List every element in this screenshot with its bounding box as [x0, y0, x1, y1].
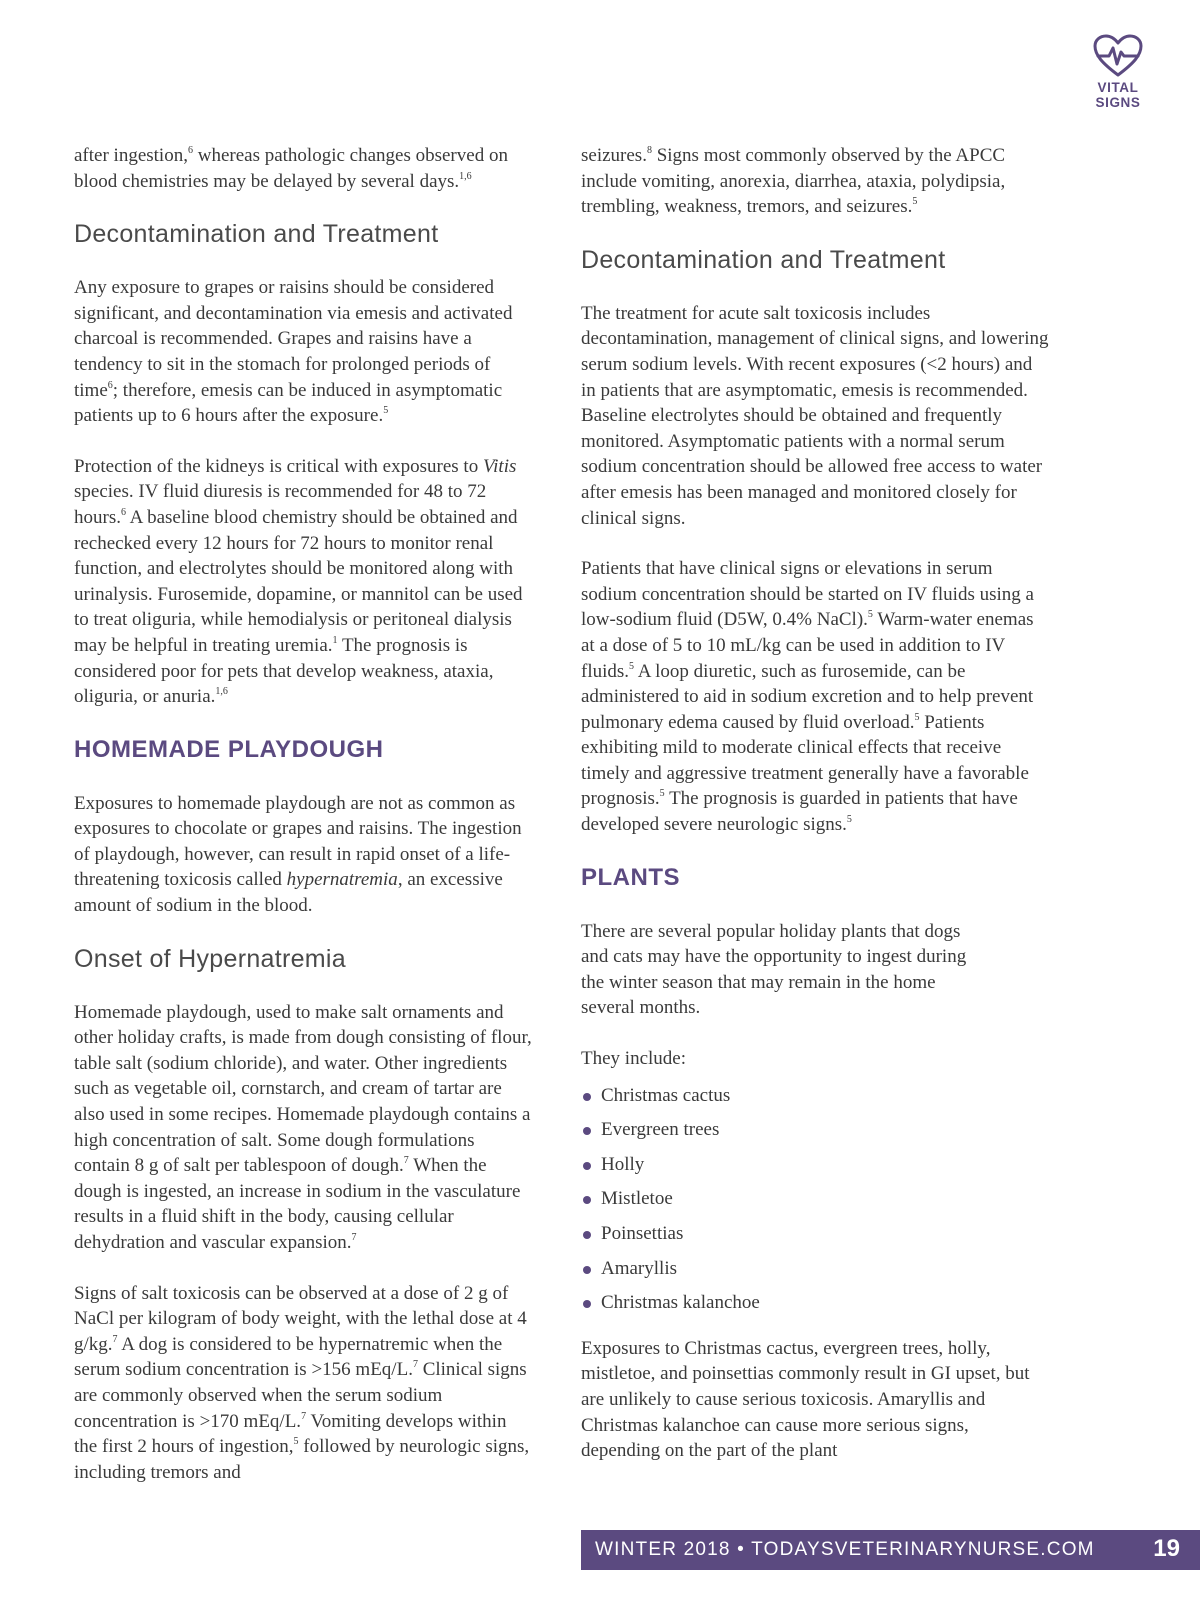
- subheading-decontamination: Decontamination and Treatment: [74, 220, 439, 249]
- paragraph: The treatment for acute salt toxicosis includes decontamination, management of clinical signs, and lowering serum sodium levels. With recent exposures (<2 hours) and in patients that are asymptomatic, emesis is recommended. Baseline electrolytes should be obtained and frequently monitored. Asymptomatic patients with a normal serum sodium concentration should be allowed free access to water after emesis has been managed and monitored closely for clinical signs.: [581, 302, 1049, 529]
- right-column: [581, 143, 1051, 1489]
- list-item: Mistletoe: [581, 1186, 1051, 1212]
- vital-signs-logo: [1086, 34, 1150, 110]
- bullet-icon: [583, 1266, 591, 1274]
- section-heading-plants: PLANTS: [581, 863, 680, 891]
- list-item: Holly: [581, 1152, 1051, 1178]
- list-item: Poinsettias: [581, 1221, 1051, 1247]
- left-column: [74, 143, 534, 1510]
- section-heading-playdough: HOMEMADE PLAYDOUGH: [74, 735, 384, 763]
- bullet-icon: [583, 1231, 591, 1239]
- subheading-decontamination: Decontamination and Treatment: [581, 245, 946, 274]
- paragraph: They include:: [581, 1048, 686, 1070]
- heart-pulse-icon: [1092, 34, 1144, 78]
- plant-list: [581, 1083, 1051, 1316]
- logo-text: VITAL SIGNS: [1095, 80, 1141, 110]
- bullet-icon: [583, 1300, 591, 1308]
- paragraph: Signs of salt toxicosis can be observed at a dose of 2 g of NaCl per kilogram of body weight, with the lethal dose at 4 g/kg.$^7$ A dog is considered to be hypernatremic when the serum sodium concentration is >156 mEq/L.$^7$ Clinical signs are commonly observed when the serum sodium concentration is >170 mEq/L.$^7$ Vomiting develops within the first 2 hours of ingestion,$^5$ followed by neurologic signs, including tremors and: [74, 1282, 530, 1483]
- bullet-icon: [583, 1162, 591, 1170]
- paragraph: Exposures to homemade playdough are not as common as exposures to chocolate or grapes and raisins. The ingestion of playdough, however, can result in rapid onset of a life-threatening toxicosis called hypernatremia, an excessive amount of sodium in the blood.: [74, 792, 522, 917]
- page-number: 19: [1153, 1535, 1180, 1562]
- paragraph: Protection of the kidneys is critical with exposures to Vitis species. IV fluid diuresis is recommended for 48 to 72 hours.$^6$ A baseline blood chemistry should be obtained and rechecked every 12 hours for 72 hours to monitor renal function, and electrolytes should be monitored along with urinalysis. Furosemide, dopamine, or mannitol can be used to treat oliguria, while hemodialysis or peritoneal dialysis may be helpful in treating uremia.$^1$ The prognosis is considered poor for pets that develop weakness, ataxia, oliguria, or anuria.$^{1,6}$: [74, 455, 523, 708]
- paragraph: Patients that have clinical signs or elevations in serum sodium concentration should be started on IV fluids using a low-sodium fluid (D5W, 0.4% NaCl).$^5$ Warm-water enemas at a dose of 5 to 10 mL/kg can be used in addition to IV fluids.$^5$ A loop diuretic, such as furosemide, can be administered to aid in sodium excretion and to help prevent pulmonary edema caused by fluid overload.$^5$ Patients exhibiting mild to moderate clinical effects that receive timely and aggressive treatment generally have a favorable prognosis.$^5$ The prognosis is guarded in patients that have developed severe neurologic signs.$^5$: [581, 558, 1034, 836]
- paragraph: Homemade playdough, used to make salt ornaments and other holiday crafts, is made from dough consisting of flour, table salt (sodium chloride), and water. Other ingredients such as vegetable oil, cornstarch, and cream of tartar are also used in some recipes. Homemade playdough contains a high concentration of salt. Some dough formulations contain 8 g of salt per tablespoon of dough.$^7$ When the dough is ingested, an increase in sodium in the vasculature results in a fluid shift in the body, causing cellular dehydration and vascular expansion.$^7$: [74, 1001, 532, 1253]
- list-item: Evergreen trees: [581, 1117, 1051, 1143]
- list-item: Amaryllis: [581, 1256, 1051, 1282]
- paragraph: after ingestion,$^6$ whereas pathologic changes observed on blood chemistries may be delayed by several days.$^{1,6}$: [74, 145, 508, 192]
- bullet-icon: [583, 1093, 591, 1101]
- list-item: Christmas kalanchoe: [581, 1290, 1051, 1316]
- footer-text: WINTER 2018 • TODAYSVETERINARYNURSE.COM: [595, 1539, 1095, 1560]
- bullet-icon: [583, 1196, 591, 1204]
- paragraph: Any exposure to grapes or raisins should be considered significant, and decontamination via emesis and activated charcoal is recommended. Grapes and raisins have a tendency to sit in the stomach for prolonged periods of time$^6$; therefore, emesis can be induced in asymptomatic patients up to 6 hours after the exposure.$^5$: [74, 277, 513, 427]
- footer-bar: [581, 1530, 1200, 1570]
- list-item: Christmas cactus: [581, 1083, 1051, 1109]
- paragraph: seizures.$^8$ Signs most commonly observed by the APCC include vomiting, anorexia, diarrhea, ataxia, polydipsia, trembling, weakness, tremors, and seizures.$^5$: [581, 145, 1006, 218]
- paragraph: There are several popular holiday plants that dogs and cats may have the opportunity to ingest during the winter season that may remain in the home several months.: [581, 920, 967, 1019]
- subheading-hypernatremia: Onset of Hypernatremia: [74, 944, 346, 973]
- bullet-icon: [583, 1127, 591, 1135]
- paragraph: Exposures to Christmas cactus, evergreen trees, holly, mistletoe, and poinsettias commonly result in GI upset, but are unlikely to cause serious toxicosis. Amaryllis and Christmas kalanchoe can cause more serious signs, depending on the part of the plant: [581, 1337, 1030, 1462]
